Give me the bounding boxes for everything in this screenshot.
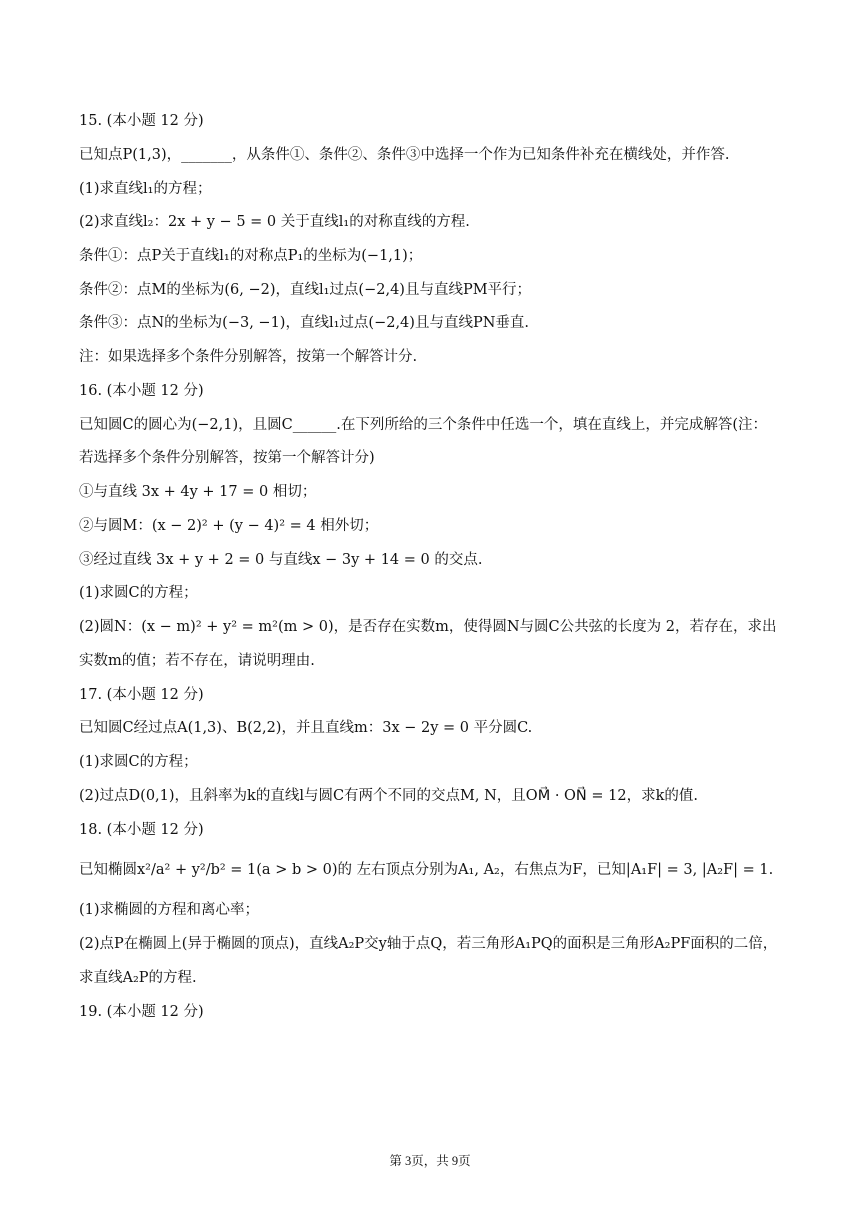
question-16-part-2: (2)圆N：(x − m)² + y² = m²(m > 0)，是否存在实数m，使得圆N与圆C公共弦的长度为 2，若存在，求出 <box>79 619 777 635</box>
question-16-part-2-cont: 实数m的值；若不存在，请说明理由. <box>79 653 315 669</box>
question-15-stem: 已知点P(1,3)，_______，从条件①、条件②、条件③中选择一个作为已知条件补充在横线处，并作答. <box>79 147 730 163</box>
question-15-header: 15. (本小题 12 分) <box>79 113 204 129</box>
question-18-part-1: (1)求椭圆的方程和离心率； <box>79 902 260 918</box>
question-16-header: 16. (本小题 12 分) <box>79 383 204 399</box>
question-16-option-3: ③经过直线 3x + y + 2 = 0 与直线x − 3y + 14 = 0 的交点. <box>79 552 483 568</box>
question-16-option-1: ①与直线 3x + 4y + 17 = 0 相切； <box>79 484 317 500</box>
question-18-part-2: (2)点P在椭圆上(异于椭圆的顶点)，直线A₂P交y轴于点Q，若三角形A₁PQ的面积是三角形A₂PF面积的二倍， <box>79 936 778 952</box>
question-15-condition-2: 条件②：点M的坐标为(6, −2)，直线l₁过点(−2,4)且与直线PM平行； <box>79 282 532 298</box>
question-15-part-1: (1)求直线l₁的方程； <box>79 181 212 197</box>
question-19-header: 19. (本小题 12 分) <box>79 1004 204 1020</box>
question-18-stem: 已知椭圆x²/a² + y²/b² = 1(a > b > 0)的 左右顶点分别为A₁, A₂，右焦点为F，已知|A₁F| = 3, |A₂F| = 1. <box>79 862 774 878</box>
question-17-stem: 已知圆C经过点A(1,3)、B(2,2)，并且直线m：3x − 2y = 0 平分圆C. <box>79 720 533 736</box>
question-17-header: 17. (本小题 12 分) <box>79 687 204 703</box>
question-17-part-1: (1)求圆C的方程； <box>79 754 198 770</box>
question-15-note: 注：如果选择多个条件分别解答，按第一个解答计分. <box>79 349 418 365</box>
question-18-part-2-cont: 求直线A₂P的方程. <box>79 970 197 986</box>
question-16-option-2: ②与圆M：(x − 2)² + (y − 4)² = 4 相外切； <box>79 518 379 534</box>
question-16-stem-cont: 若选择多个条件分别解答，按第一个解答计分) <box>79 450 375 466</box>
question-16-part-1: (1)求圆C的方程； <box>79 585 198 601</box>
question-18-header: 18. (本小题 12 分) <box>79 822 204 838</box>
question-15-part-2: (2)求直线l₂：2x + y − 5 = 0 关于直线l₁的对称直线的方程. <box>79 214 470 230</box>
question-16-stem: 已知圆C的圆心为(−2,1)，且圆C______.在下列所给的三个条件中任选一个，填在直线上，并完成解答(注： <box>79 417 767 433</box>
question-15-condition-1: 条件①：点P关于直线l₁的对称点P₁的坐标为(−1,1)； <box>79 248 423 264</box>
question-17-part-2: (2)过点D(0,1)，且斜率为k的直线l与圆C有两个不同的交点M, N，且OM⃗ · ON⃗ = 12，求k的值. <box>79 788 698 804</box>
question-15-condition-3: 条件③：点N的坐标为(−3, −1)，直线l₁过点(−2,4)且与直线PN垂直. <box>79 315 529 331</box>
page-footer: 第 3页，共 9页 <box>389 1154 471 1168</box>
